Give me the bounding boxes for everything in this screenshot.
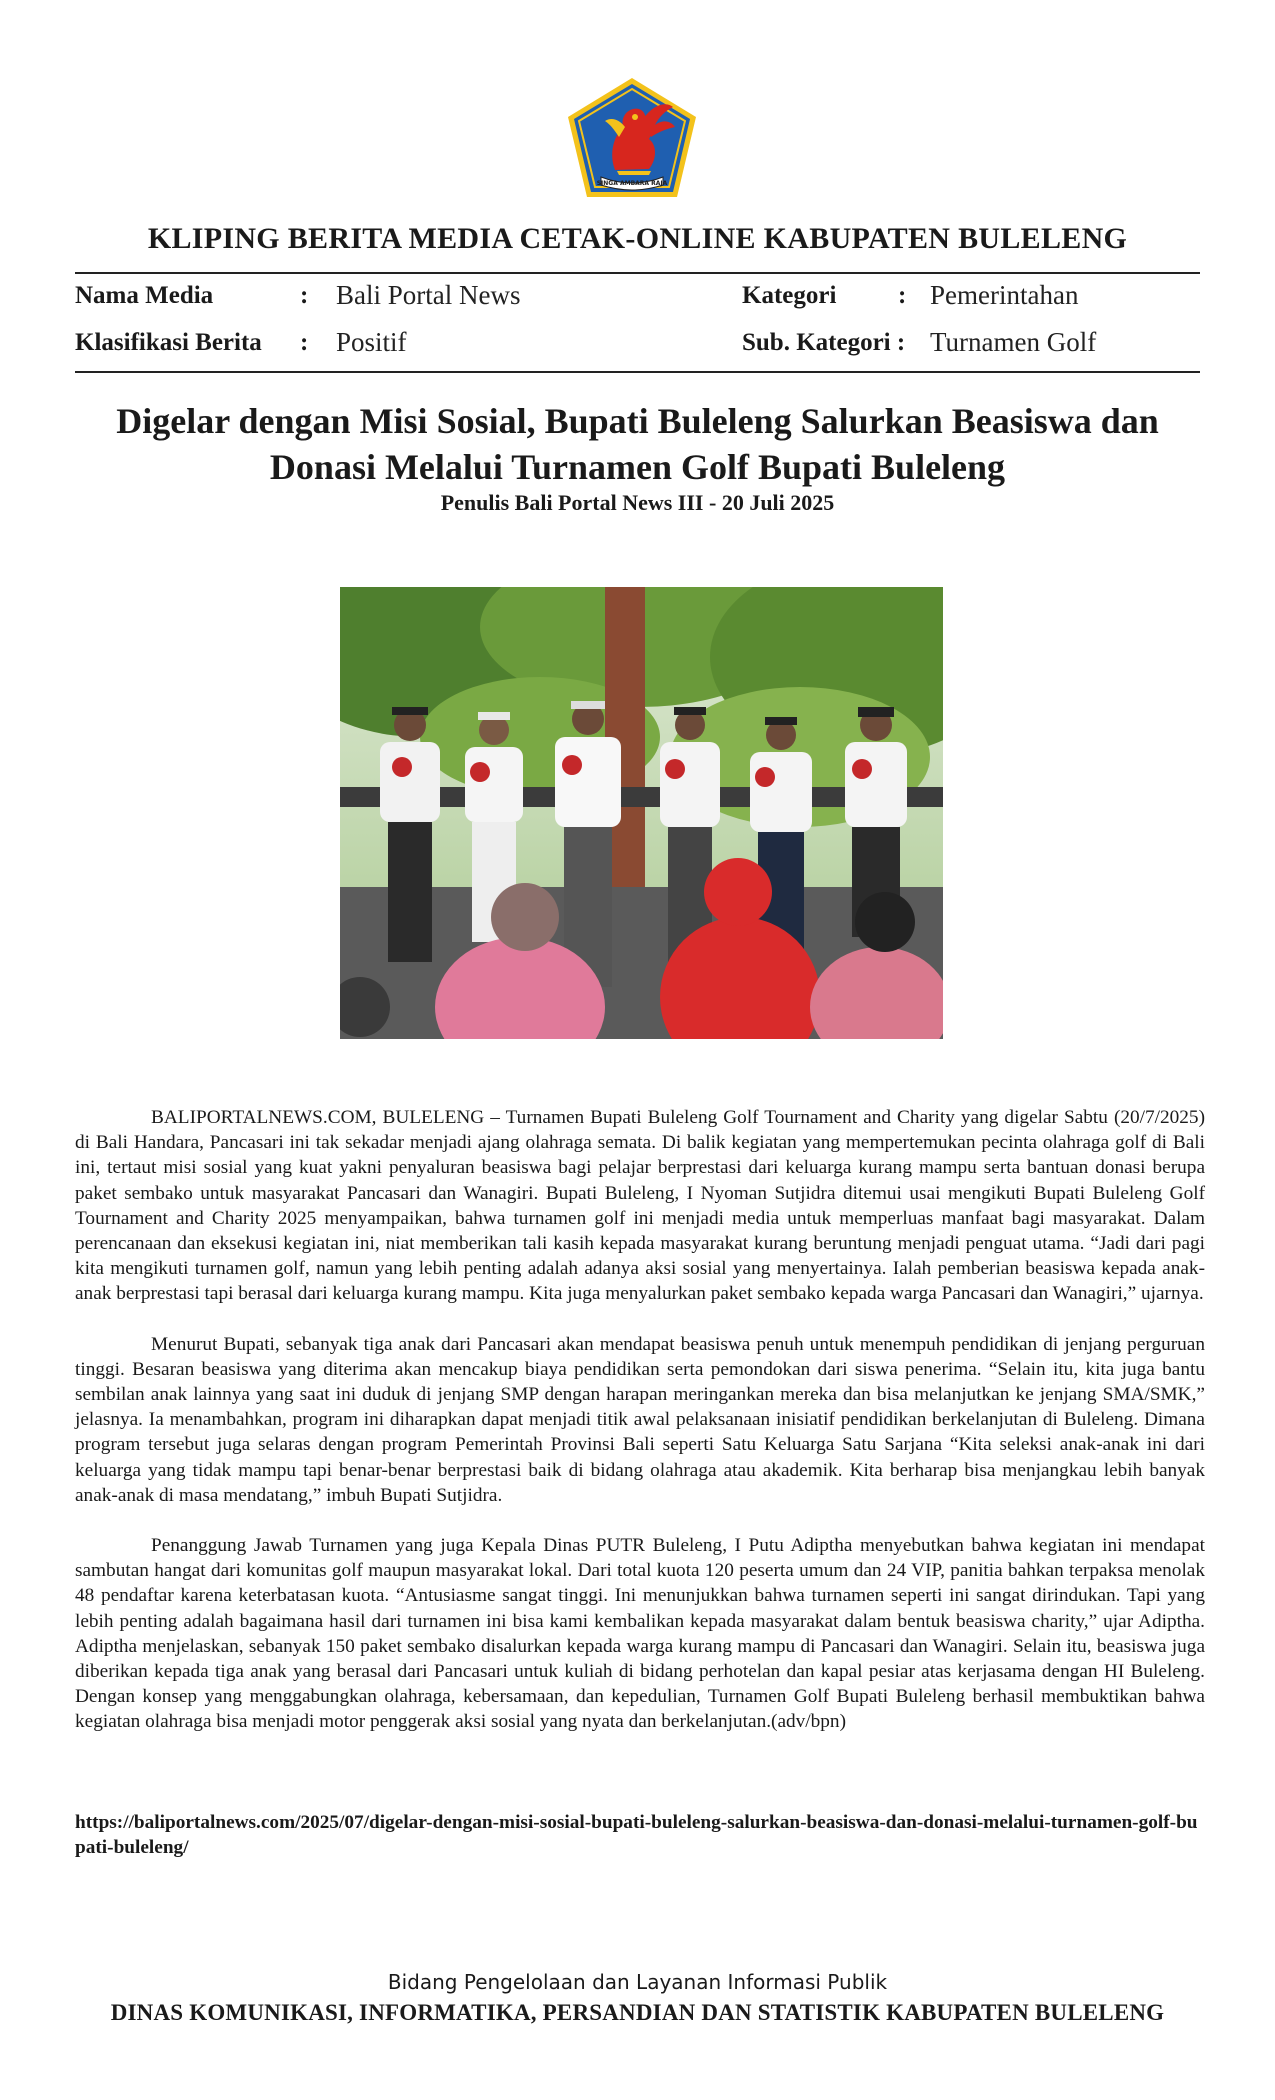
media-label: Nama Media (75, 282, 214, 309)
subkategori-value: Turnamen Golf (930, 327, 1097, 357)
article-body (75, 1105, 1205, 1760)
article-paragraph-3: Penanggung Jawab Turnamen yang juga Kepala Dinas PUTR Buleleng, I Putu Adiptha menyebutkan bahwa kegiatan ini mendapat sambutan hangat dari komunitas golf maupun masyarakat lokal. Dari total kuota 120 peserta umum dan 24 VIP, panitia bahkan terpaksa menolak 48 pendaftar karena keterbatasan kuota. “Antusiasme sangat tinggi. Ini menunjukkan bahwa turnamen seperti ini sangat dirindukan. Tapi yang lebih penting adalah bagaimana hasil dari turnamen ini bisa kami kembalikan kepada masyarakat dalam bentuk beasiswa charity,” ujar Adiptha. Adiptha menjelaskan, sebanyak 150 paket sembako disalurkan kepada warga kurang mampu di Pancasari dan Wanagiri. Selain itu, beasiswa juga diberikan kepada tiga anak yang berasal dari Pancasari untuk kuliah di bidang perhotelan dan kapal pesiar atas kerjasama dengan HI Buleleng. Dengan konsep yang menggabungkan olahraga, kebersamaan, dan kepedulian, Turnamen Golf Bupati Buleleng berhasil membuktikan bahwa kegiatan olahraga bisa menjadi motor penggerak aksi sosial yang nyata dan berkelanjutan.(adv/bpn) (75, 1535, 1205, 1733)
footer-agency: DINAS KOMUNIKASI, INFORMATIKA, PERSANDIAN DAN STATISTIK KABUPATEN BULELENG (110, 2000, 1165, 2025)
kategori-value: Pemerintahan (930, 280, 1079, 310)
event-photo (340, 587, 943, 1039)
article-byline: Penulis Bali Portal News III - 20 Juli 2025 (440, 490, 835, 515)
kategori-colon: : (898, 282, 907, 309)
media-colon: : (300, 282, 309, 309)
divider-top (75, 272, 1200, 274)
source-link[interactable]: https://baliportalnews.com/2025/07/digelar-dengan-misi-sosial-bupati-buleleng-salurkan-beasiswa-dan-donasi-melalui-turnamen-golf-bupati-buleleng/ (75, 1812, 1198, 1858)
article-headline: Digelar dengan Misi Sosial, Bupati Buleleng Salurkan Beasiswa dan Donasi Melalui Turnamen Golf Bupati Buleleng (116, 401, 1159, 487)
article-paragraph-1: BALIPORTALNEWS.COM, BULELENG – Turnamen Bupati Buleleng Golf Tournament and Charity yang digelar Sabtu (20/7/2025) di Bali Handara, Pancasari ini tak sekadar menjadi ajang olahraga semata. Di balik kegiatan yang mempertemukan pecinta olahraga golf di Bali ini, tertaut misi sosial yang kuat yakni penyaluran beasiswa bagi pelajar berprestasi dari keluarga kurang mampu serta bantuan donasi berupa paket sembako untuk masyarakat Pancasari dan Wanagiri. Bupati Buleleng, I Nyoman Sutjidra ditemui usai mengikuti Bupati Buleleng Golf Tournament and Charity 2025 menyampaikan, bahwa turnamen golf ini menjadi media untuk memperluas manfaat bagi masyarakat. Dalam perencanaan dan eksekusi kegiatan ini, niat memberikan tali kasih kepada masyarakat kurang beruntung menjadi penguat utama. “Jadi dari pagi kita mengikuti turnamen golf, namun yang lebih penting adalah adanya aksi sosial yang menyertainya. Ialah pemberian beasiswa kepada anak-anak berprestasi tapi berasal dari keluarga kurang mampu. Kita juga menyalurkan paket sembako kepada warga Pancasari dan Wanagiri,” ujarnya. (75, 1107, 1205, 1305)
media-value: Bali Portal News (336, 280, 521, 310)
page-title: KLIPING BERITA MEDIA CETAK-ONLINE KABUPATEN BULELENG (147, 222, 1128, 255)
klasifikasi-colon: : (300, 329, 309, 356)
footer-subtitle: Bidang Pengelolaan dan Layanan Informasi Publik (387, 1970, 888, 1994)
article-paragraph-2: Menurut Bupati, sebanyak tiga anak dari Pancasari akan mendapat beasiswa penuh untuk menempuh pendidikan di jenjang perguruan tinggi. Besaran beasiswa yang diterima akan mencakup biaya pendidikan serta pemondokan dari siswa penerima. “Selain itu, kita juga bantu sembilan anak lainnya yang saat ini duduk di jenjang SMP dengan harapan meringankan mereka dan bisa melanjutkan ke jenjang SMA/SMK,” jelasnya. Ia menambahkan, program ini diharapkan dapat menjadi titik awal pelaksanaan inisiatif pendidikan berkelanjutan di Buleleng. Dimana program tersebut juga selaras dengan program Pemerintah Provinsi Bali seperti Satu Keluarga Satu Sarjana “Kita seleksi anak-anak ini dari keluarga yang tidak mampu tapi benar-benar berprestasi baik di bidang olahraga atau akademik. Kita berharap bisa menjangkau lebih banyak anak-anak di masa mendatang,” imbuh Bupati Sutjidra. (75, 1333, 1205, 1506)
klasifikasi-value: Positif (336, 327, 407, 357)
klasifikasi-label: Klasifikasi Berita (75, 329, 262, 356)
subkategori-label: Sub. Kategori : (742, 329, 906, 356)
divider-bottom (75, 371, 1200, 373)
kategori-label: Kategori (742, 282, 837, 309)
crest-motto: SINGA AMBARA RAJA (596, 180, 668, 187)
regency-crest-icon (565, 75, 699, 200)
